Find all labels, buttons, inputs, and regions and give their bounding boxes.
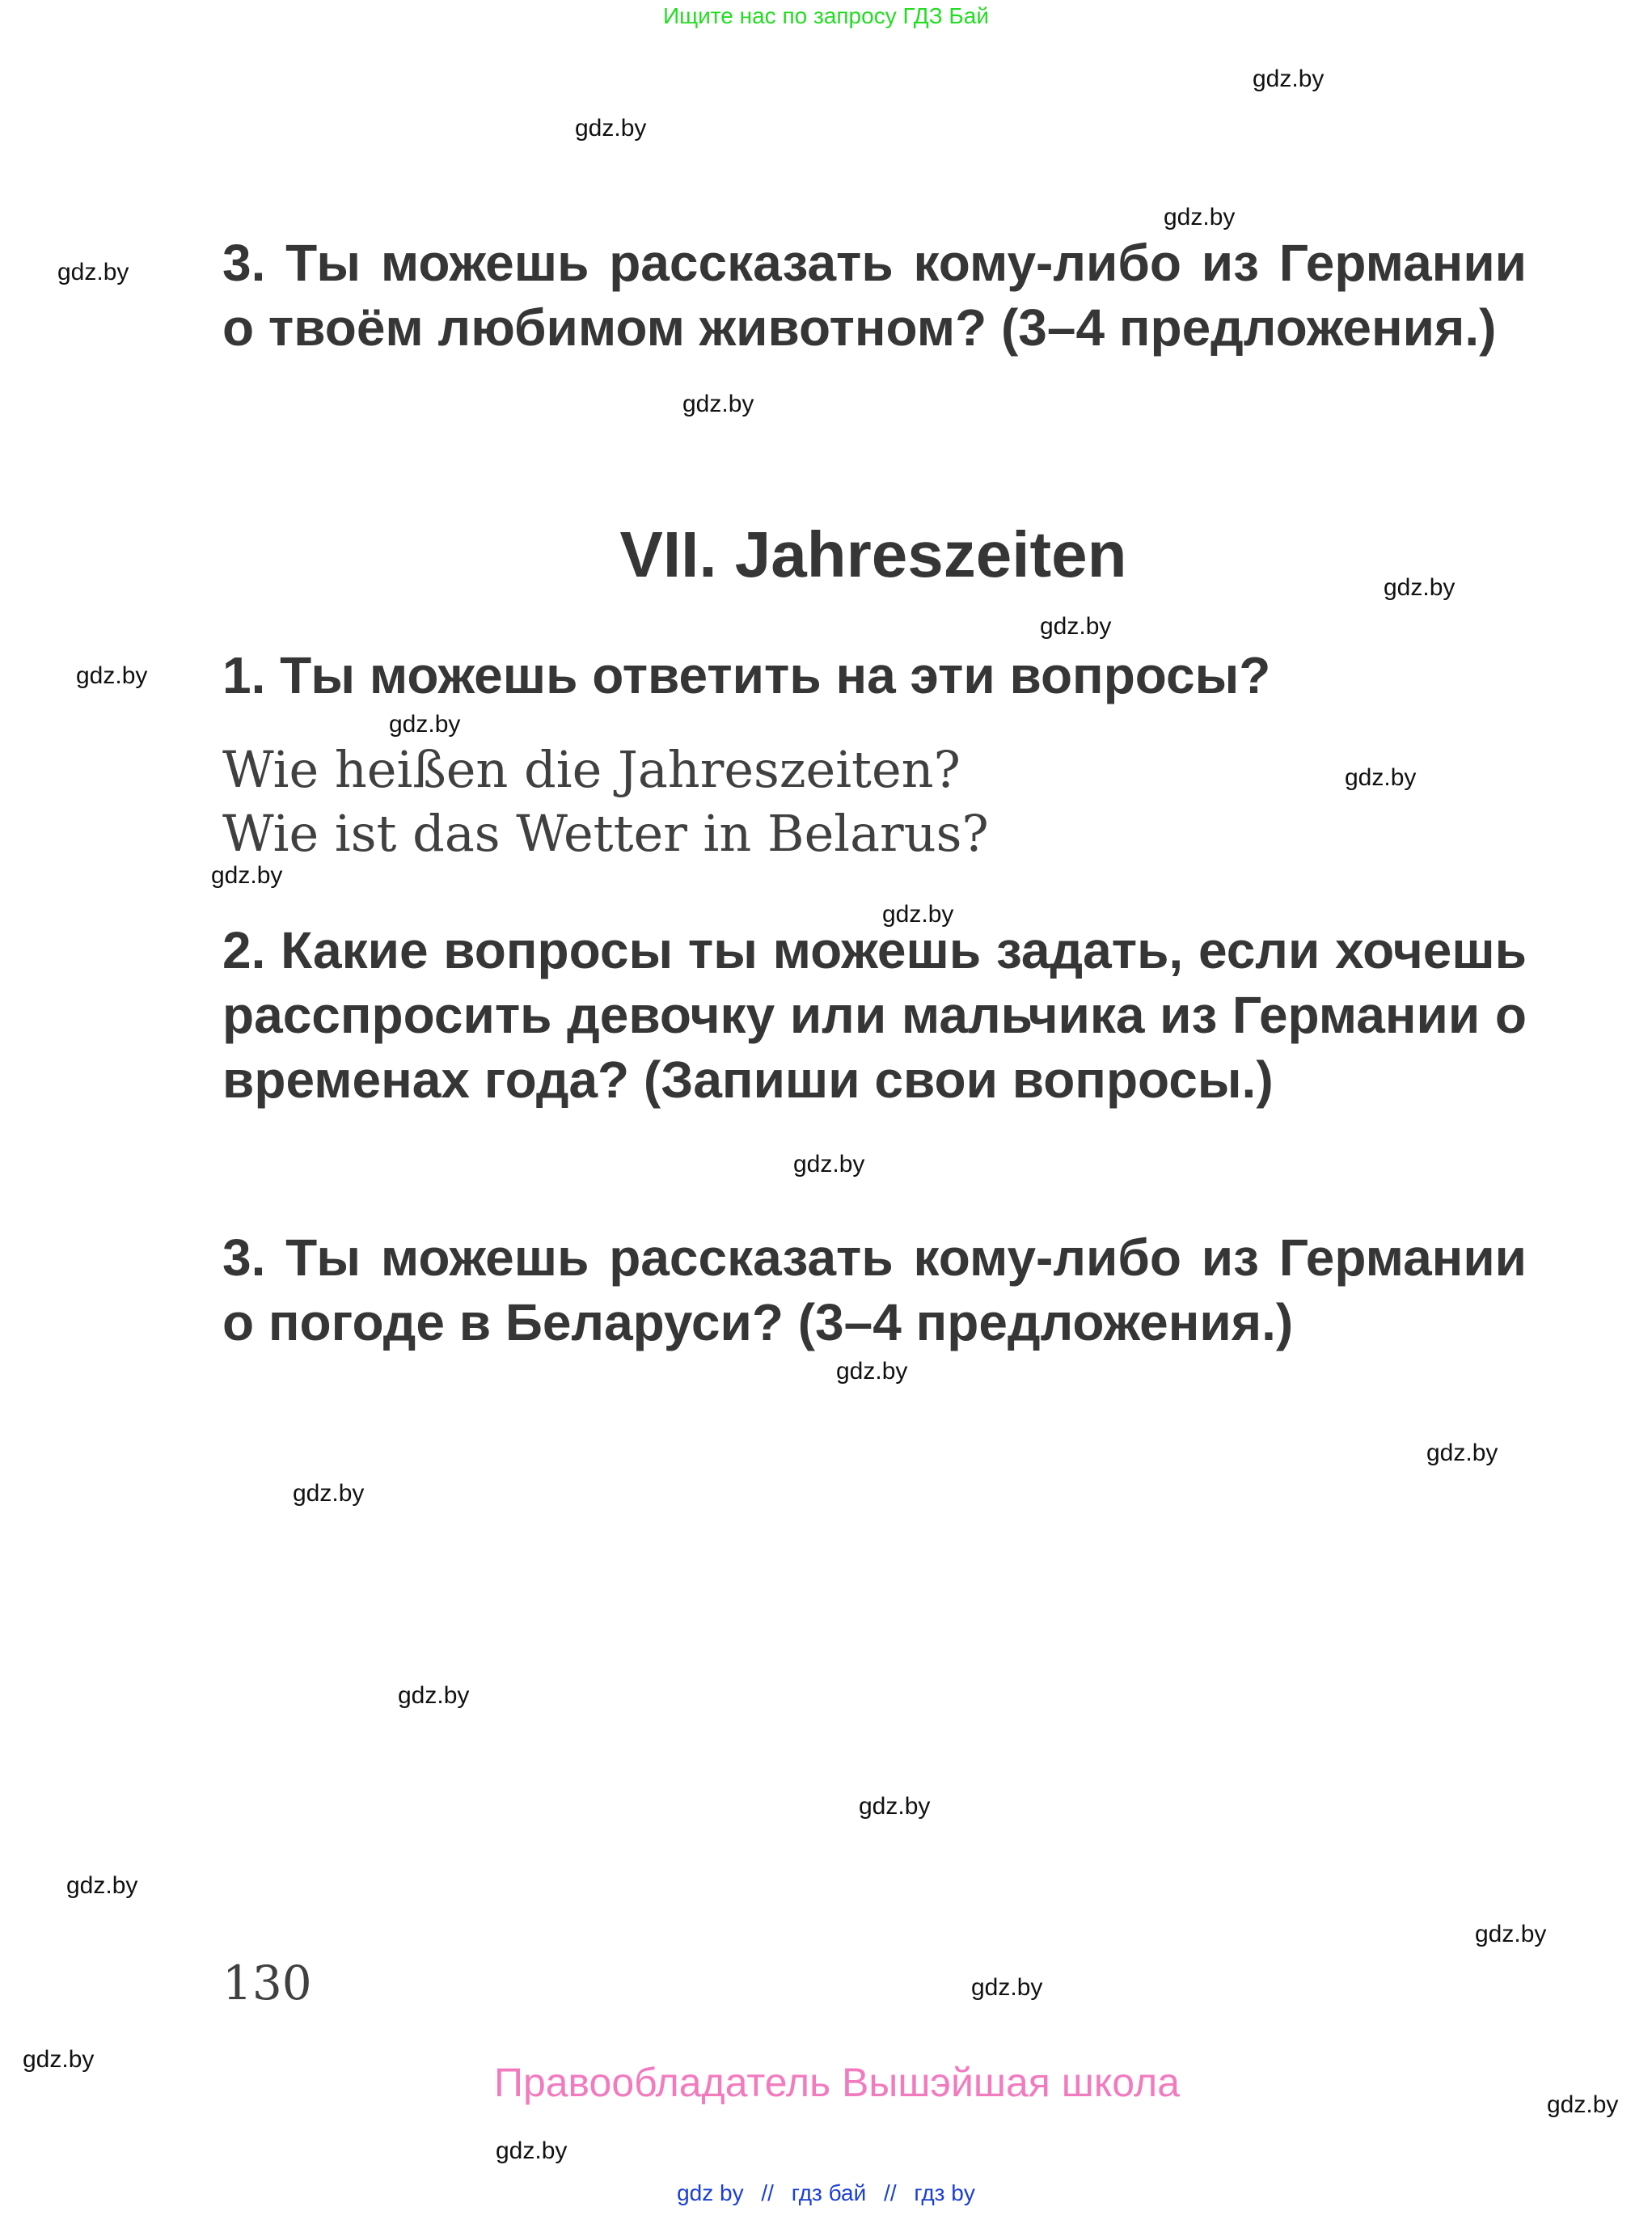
task-1: 1. Ты можешь ответить на эти вопросы?: [222, 646, 1271, 704]
footer-links: [0, 2180, 1652, 2206]
footer-separator: //: [761, 2180, 774, 2205]
watermark: gdz.by: [793, 1151, 865, 1178]
watermark: gdz.by: [1164, 204, 1236, 230]
copyright-notice: Правообладатель Вышэйшая школа: [494, 2060, 1180, 2105]
watermark: gdz.by: [389, 711, 461, 738]
watermark: gdz.by: [1253, 66, 1325, 92]
watermark: gdz.by: [1426, 1440, 1498, 1466]
question-1: Wie heißen die Jahreszeiten?: [222, 740, 961, 799]
watermark: gdz.by: [1475, 1921, 1547, 1947]
watermark: gdz.by: [66, 1872, 138, 1899]
watermark: gdz.by: [76, 662, 148, 689]
footer-link-gdz-bai[interactable]: гдз бай: [791, 2180, 867, 2205]
watermark: gdz.by: [682, 391, 754, 417]
task-2: 2. Какие вопросы ты можешь задать, если хочешь расспросить девочку или мальчика из Германии о временах года? (Запиши свои вопросы.): [222, 921, 1527, 1109]
footer-link-gdz-by-cyr[interactable]: гдз by: [914, 2180, 975, 2205]
watermark: gdz.by: [293, 1480, 365, 1507]
watermark: gdz.by: [211, 862, 283, 889]
question-2: Wie ist das Wetter in Belarus?: [222, 804, 989, 863]
footer-separator: //: [884, 2180, 897, 2205]
watermark: gdz.by: [398, 1682, 470, 1709]
page-number: 130: [222, 1956, 312, 2010]
watermark: gdz.by: [836, 1358, 908, 1385]
watermark: gdz.by: [1040, 613, 1112, 640]
watermark: gdz.by: [1384, 574, 1456, 601]
watermark: gdz.by: [882, 901, 954, 928]
section-title: VII. Jahreszeiten: [619, 518, 1127, 590]
watermark: gdz.by: [57, 259, 129, 285]
watermark: gdz.by: [1547, 2091, 1619, 2118]
top-banner: Ищите нас по запросу ГДЗ Бай: [662, 3, 990, 28]
task-3: 3. Ты можешь рассказать кому-либо из Германии о погоде в Беларуси? (3–4 предложения.): [222, 1228, 1527, 1351]
watermark: gdz.by: [575, 115, 647, 142]
watermark: gdz.by: [496, 2137, 568, 2164]
watermark: gdz.by: [1345, 764, 1417, 791]
previous-task-3: 3. Ты можешь рассказать кому-либо из Германии о твоём любимом животном? (3–4 предложения.): [222, 234, 1527, 357]
watermark: gdz.by: [859, 1793, 931, 1820]
watermark: gdz.by: [971, 1974, 1043, 2001]
footer-link-gdz-by[interactable]: gdz by: [677, 2180, 744, 2205]
watermark: gdz.by: [23, 2046, 95, 2073]
